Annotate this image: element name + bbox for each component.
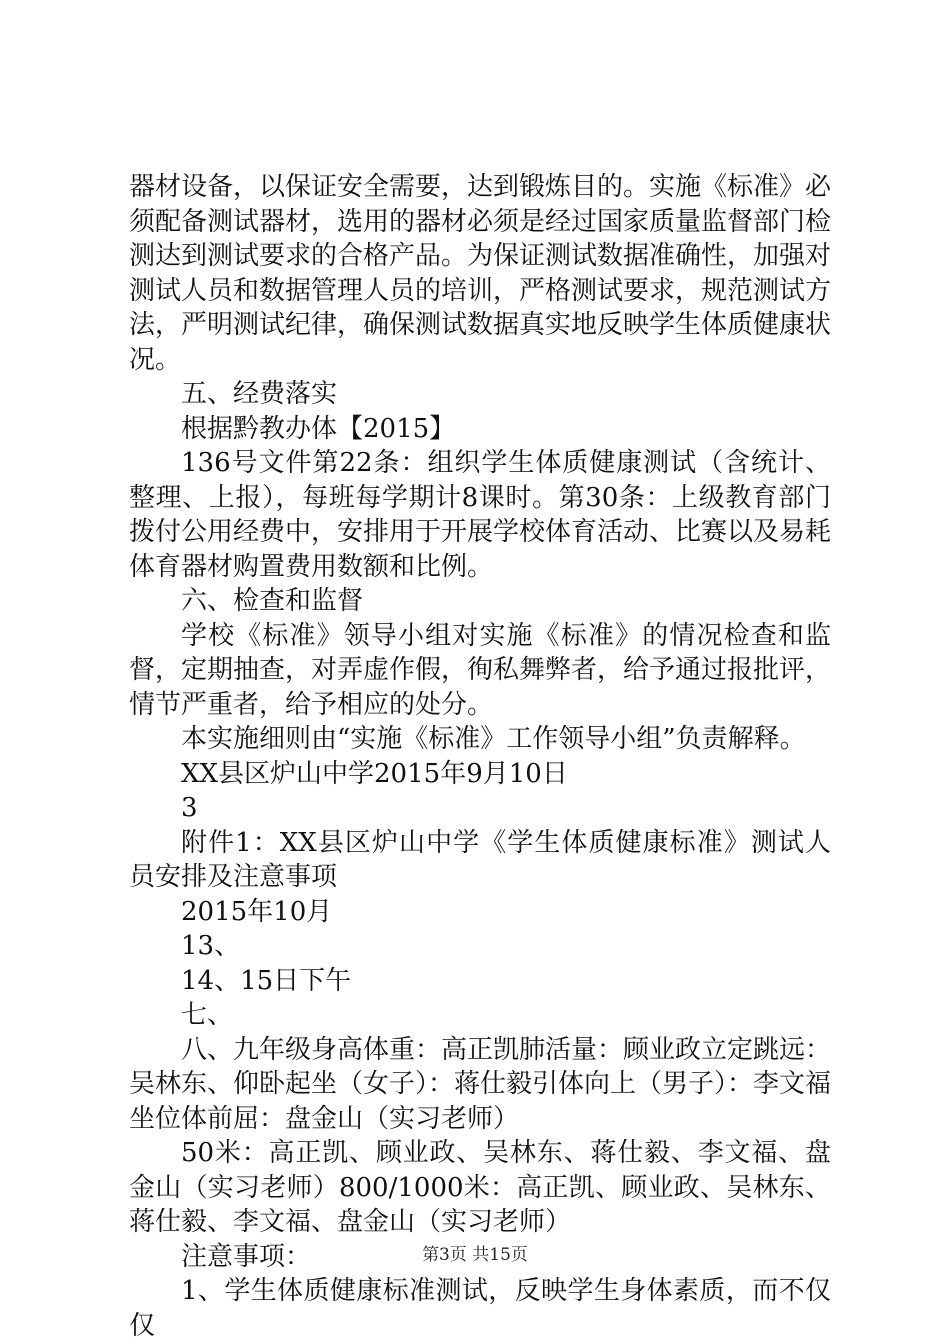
paragraph-continued: 器材设备，以保证安全需要，达到锻炼目的。实施《标准》必须配备测试器材，选用的器材必须是经过国家质量监督部门检测达到测试要求的合格产品。为保证测试数据准确性，加强对测试人员和数据管理人员的培训，严格测试要求，规范测试方法，严明测试纪律，确保测试数据真实地反映学生体质健康状况。 — [129, 172, 832, 375]
section-heading-funding: 五、经费落实 — [181, 379, 338, 409]
paragraph-staff-assignment: 八、九年级身高体重：高正凯肺活量：顾业政立定跳远：吴林东、仰卧起坐（女子）：蒋仕毅引体向上（男子）：李文福坐位体前屈：盘金山（实习老师） — [129, 1034, 832, 1134]
document-body — [129, 170, 831, 1343]
paragraph-inspection: 学校《标准》领导小组对实施《标准》的情况检查和监督，定期抽查，对弄虚作假，徇私舞弊者，给予通过报批评，情节严重者，给予相应的处分。 — [129, 620, 832, 720]
appendix-date-day-13: 13、 — [181, 931, 241, 961]
page-footer: 第3页 共15页 — [422, 1245, 528, 1265]
paragraph-interpretation: 本实施细则由“实施《标准》工作领导小组”负责解释。 — [181, 724, 806, 754]
paragraph-article-22: 136号文件第22条：组织学生体质健康测试（含统计、整理、上报），每班每学期计8课时。第30条：上级教育部门拨付公用经费中，安排用于开展学校体育活动、比赛以及易耗体育器材购置费用数额和比例。 — [129, 448, 832, 582]
page-number-inline: 3 — [181, 793, 198, 823]
paragraph-running-assignment: 50米：高正凯、顾业政、吴林东、蒋仕毅、李文福、盘金山（实习老师）800/1000米：高正凯、顾业政、吴林东、蒋仕毅、李文福、盘金山（实习老师） — [129, 1138, 831, 1237]
notes-heading: 注意事项： — [181, 1241, 312, 1272]
section-heading-inspection: 六、检查和监督 — [181, 586, 364, 616]
appendix-date-month: 2015年10月 — [181, 896, 333, 927]
signature-date: XX县区炉山中学2015年9月10日 — [181, 758, 568, 789]
paragraph-basis: 根据黔教办体【2015】 — [181, 413, 456, 444]
appendix-date-day-14-15: 14、15日下午 — [181, 965, 352, 996]
note-item-1: 1、学生体质健康标准测试，反映学生身体素质，而不仅仅 — [129, 1276, 831, 1341]
appendix-title: 附件1：XX县区炉山中学《学生体质健康标准》测试人员安排及注意事项 — [129, 827, 831, 892]
section-heading-seven: 七、 — [181, 1000, 234, 1030]
